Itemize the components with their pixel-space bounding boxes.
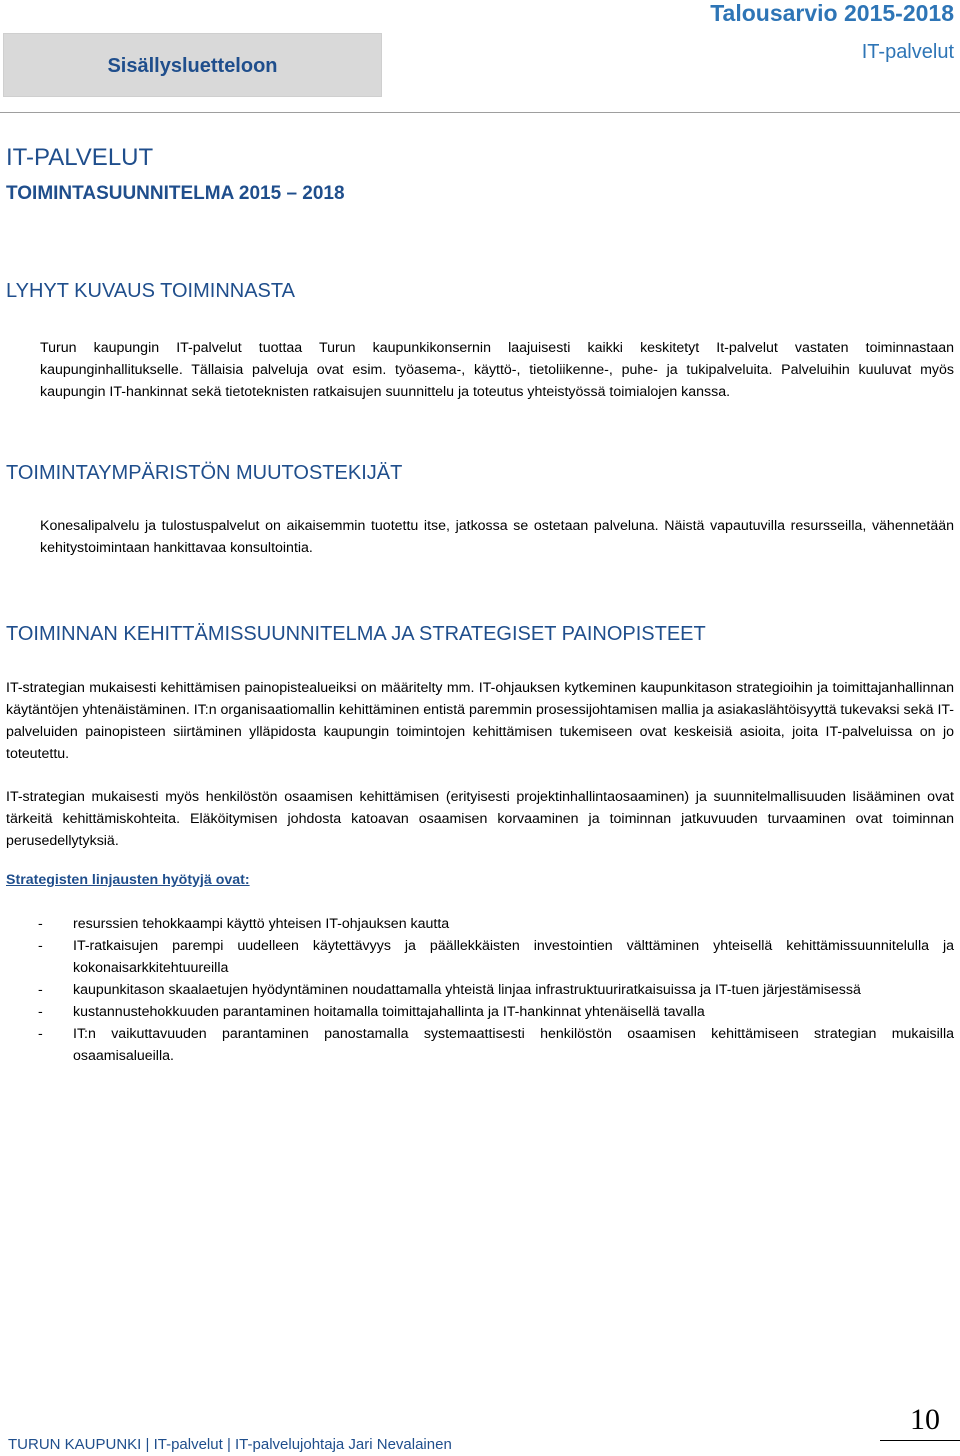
document-subtitle: TOIMINTASUUNNITELMA 2015 – 2018 <box>6 183 345 204</box>
bullet-dash: - <box>38 1026 43 1042</box>
toc-button-label: Sisällysluetteloon <box>107 55 278 77</box>
bullet-dash: - <box>38 938 43 954</box>
list-item-text: IT:n vaikuttavuuden parantaminen panostamalla systemaattisesti henkilöstön osaamisen kehittämiseen strategian mukaisilla osaamisalueilla. <box>73 1026 954 1064</box>
list-item <box>38 1023 954 1067</box>
list-item <box>38 935 954 979</box>
section-heading-muutostekijat: TOIMINTAYMPÄRISTÖN MUUTOSTEKIJÄT <box>6 462 403 484</box>
benefits-list <box>38 913 954 1067</box>
list-item-text: kustannustehokkuuden parantaminen hoitamalla toimittajahallinta ja IT-hankinnat yhtenäisellä tavalla <box>73 1004 705 1020</box>
paragraph-muutostekijat: Konesalipalvelu ja tulostuspalvelut on aikaisemmin tuotettu itse, jatkossa se ostetaan palveluna. Näistä vapautuvilla resursseilla, vähennetään kehitystoimintaan hankittavaa konsultointia. <box>40 518 954 556</box>
bullet-dash: - <box>38 1004 43 1020</box>
section-heading-kuvaus: LYHYT KUVAUS TOIMINNASTA <box>6 280 295 302</box>
page-number: 10 <box>910 1403 940 1436</box>
bullet-dash: - <box>38 916 43 932</box>
list-item <box>38 913 954 935</box>
list-item <box>38 1001 954 1023</box>
toc-button[interactable] <box>3 33 382 97</box>
page-number-rule <box>880 1440 960 1441</box>
list-item-text: resurssien tehokkaampi käyttö yhteisen IT-ohjauksen kautta <box>73 916 450 932</box>
footer-text: TURUN KAUPUNKI | IT-palvelut | IT-palvelujohtaja Jari Nevalainen <box>8 1436 452 1453</box>
document-title: IT-PALVELUT <box>6 144 154 171</box>
section-heading-kehittamissuunnitelma: TOIMINNAN KEHITTÄMISSUUNNITELMA JA STRATEGISET PAINOPISTEET <box>6 623 706 645</box>
list-item-text: IT-ratkaisujen parempi uudelleen käytettävyys ja päällekkäisten investointien välttäminen yhteisellä kehittämissuunnitelulla ja kokonaisarkkitehtuureilla <box>73 938 954 976</box>
header-title: Talousarvio 2015-2018 <box>710 0 954 26</box>
list-item <box>38 979 954 1001</box>
header-subtitle: IT-palvelut <box>861 41 954 63</box>
strategic-benefits-heading: Strategisten linjausten hyötyjä ovat: <box>6 872 250 888</box>
list-item-text: kaupunkitason skaalaetujen hyödyntäminen noudattamalla yhteistä linjaa infrastruktuuriratkaisuissa ja IT-tuen järjestämisessä <box>73 982 861 998</box>
header-divider <box>0 112 960 113</box>
paragraph-kuvaus: Turun kaupungin IT-palvelut tuottaa Turun kaupunkikonsernin laajuisesti kaikki keskitetyt It-palvelut vastaten toiminnastaan kaupunginhallitukselle. Tällaisia palveluja ovat esim. työasema-, käyttö-, tietoliikenne-, puhe- ja tukipalveluita. Palveluihin kuuluvat myös kaupungin IT-hankinnat sekä tietoteknisten ratkaisujen suunnittelu ja toteutus yhteistyössä toimialojen kanssa. <box>40 340 954 400</box>
paragraph-kehittamissuunnitelma-1: IT-strategian mukaisesti kehittämisen painopistealueiksi on määritelty mm. IT-ohjauksen kytkeminen kaupunkitason strategioihin ja toimittajanhallinnan käytäntöjen yhtenäistäminen. IT:n organisaatiomallin kehittäminen entistä paremmin prosessijohtamisen mallia ja asiakaslähtöisyyttä tukevaksi sekä IT-palveluiden painopisteen siirtäminen ylläpidosta kaupungin toimintojen kehittämisen tukemiseen ovat keskeisiä asioita, joita IT-palveluissa on jo toteutettu. <box>6 680 954 762</box>
bullet-dash: - <box>38 982 43 998</box>
paragraph-kehittamissuunnitelma-2: IT-strategian mukaisesti myös henkilöstön osaamisen kehittämisen (erityisesti projektinhallintaosaaminen) ja suunnitelmallisuuden lisääminen ovat tärkeitä kehittämiskohteita. Eläköitymisen johdosta katoavan osaamisen korvaaminen ja toiminnan jatkuvuuden turvaaminen ovat toiminnan perusedellytyksiä. <box>6 789 954 849</box>
